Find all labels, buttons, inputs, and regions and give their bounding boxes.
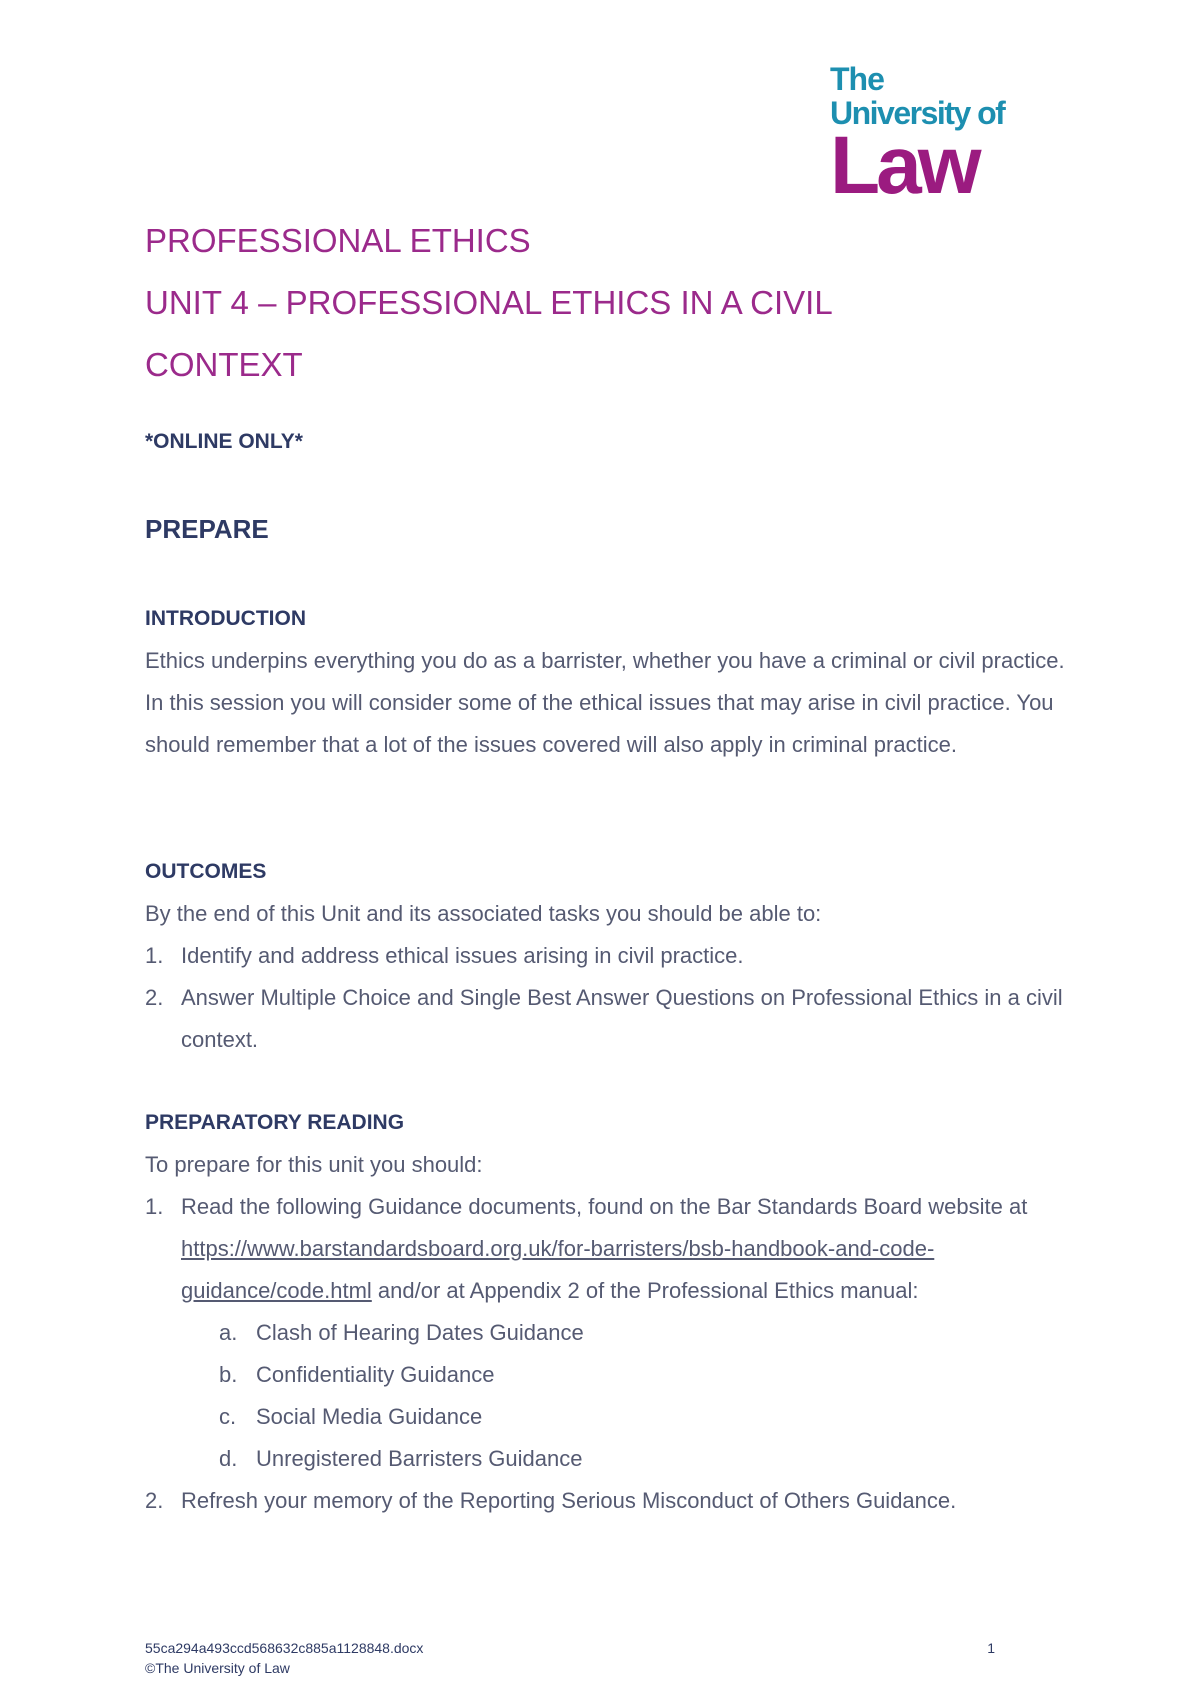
list-marker: 2. bbox=[145, 1488, 164, 1513]
logo-line-the: The bbox=[830, 61, 884, 97]
sublist-item-text: Social Media Guidance bbox=[256, 1404, 483, 1429]
sublist-item bbox=[219, 1354, 1075, 1396]
preparatory-reading-intro: To prepare for this unit you should: bbox=[145, 1152, 483, 1177]
logo-line-law: Law bbox=[830, 120, 978, 211]
list-item-text: Refresh your memory of the Reporting Serious Misconduct of Others Guidance. bbox=[181, 1488, 957, 1513]
list-marker: 2. bbox=[145, 985, 164, 1010]
sublist-marker: b. bbox=[219, 1362, 238, 1387]
list-item bbox=[145, 977, 1075, 1061]
sublist-item bbox=[219, 1312, 1075, 1354]
reading-list bbox=[145, 1186, 1075, 1522]
title-line-2: UNIT 4 – PROFESSIONAL ETHICS IN A CIVIL bbox=[145, 284, 833, 321]
bsb-guidance-link[interactable]: https://www.barstandardsboard.org.uk/for-barristers/bsb-handbook-and-code-guidance/code.html bbox=[181, 1236, 935, 1303]
preparatory-reading-heading: PREPARATORY READING bbox=[145, 1111, 405, 1134]
sublist-item-text: Unregistered Barristers Guidance bbox=[256, 1446, 583, 1471]
list-item bbox=[145, 935, 1075, 977]
list-item-text: Answer Multiple Choice and Single Best Answer Questions on Professional Ethics in a civil context. bbox=[181, 985, 1063, 1052]
sublist-item-text: Confidentiality Guidance bbox=[256, 1362, 495, 1387]
outcomes-list bbox=[145, 935, 1075, 1061]
sublist-marker: d. bbox=[219, 1446, 238, 1471]
list-item-text: Read the following Guidance documents, found on the Bar Standards Board website at bbox=[181, 1194, 1028, 1219]
introduction-text: Ethics underpins everything you do as a barrister, whether you have a criminal or civil practice. In this session you will consider some of the ethical issues that may arise in civil practice. You should remember that a lot of the issues covered will also apply in criminal practice. bbox=[145, 648, 1065, 757]
page-footer bbox=[145, 1638, 995, 1678]
sublist-item bbox=[219, 1438, 1075, 1480]
sublist-marker: c. bbox=[219, 1404, 237, 1429]
introduction-heading: INTRODUCTION bbox=[145, 607, 306, 630]
sublist-marker: a. bbox=[219, 1320, 238, 1345]
footer-filename: 55ca294a493ccd568632c885a1128848.docx bbox=[145, 1640, 424, 1656]
online-only-label: *ONLINE ONLY* bbox=[145, 430, 303, 453]
page-number: 1 bbox=[987, 1640, 995, 1656]
list-item bbox=[145, 1186, 1075, 1480]
outcomes-intro: By the end of this Unit and its associated tasks you should be able to: bbox=[145, 901, 822, 926]
list-item-text: Identify and address ethical issues arising in civil practice. bbox=[181, 943, 744, 968]
list-marker: 1. bbox=[145, 1194, 164, 1219]
sublist-item-text: Clash of Hearing Dates Guidance bbox=[256, 1320, 584, 1345]
outcomes-section bbox=[145, 851, 1075, 1061]
introduction-section bbox=[145, 598, 1075, 766]
title-line-1: PROFESSIONAL ETHICS bbox=[145, 222, 531, 259]
document-title bbox=[145, 210, 833, 396]
list-item bbox=[145, 1480, 1075, 1522]
list-marker: 1. bbox=[145, 943, 164, 968]
university-of-law-logo bbox=[830, 61, 1030, 211]
outcomes-heading: OUTCOMES bbox=[145, 860, 267, 883]
title-line-3: CONTEXT bbox=[145, 346, 303, 383]
sublist-item bbox=[219, 1396, 1075, 1438]
prepare-heading: PREPARE bbox=[145, 514, 269, 544]
preparatory-reading-section bbox=[145, 1102, 1075, 1522]
guidance-sublist bbox=[181, 1312, 1075, 1480]
list-item-text-continued: and/or at Appendix 2 of the Professional Ethics manual: bbox=[371, 1278, 919, 1303]
footer-copyright: ©The University of Law bbox=[145, 1660, 290, 1676]
logo-line-university: University of bbox=[830, 95, 1005, 131]
